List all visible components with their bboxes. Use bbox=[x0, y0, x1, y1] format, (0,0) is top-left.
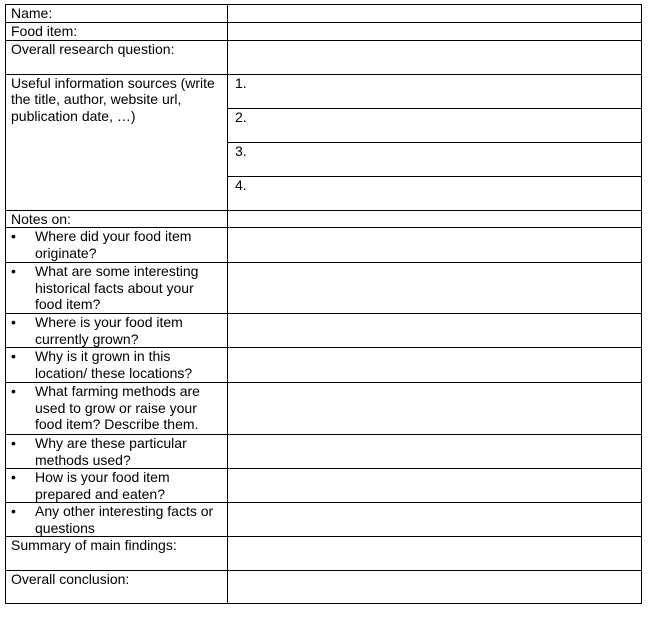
answer-field[interactable] bbox=[228, 503, 642, 537]
notes-header-field[interactable] bbox=[228, 210, 642, 228]
question-row bbox=[6, 348, 642, 383]
question-label: How is your food item prepared and eaten? bbox=[35, 469, 170, 502]
notes-label: Notes on: bbox=[6, 210, 228, 228]
name-field[interactable] bbox=[228, 5, 642, 23]
food-item-label: Food item: bbox=[6, 22, 228, 40]
research-worksheet bbox=[5, 4, 642, 604]
answer-field[interactable] bbox=[228, 435, 642, 469]
question-row bbox=[6, 503, 642, 537]
research-question-field[interactable] bbox=[228, 40, 642, 74]
bullet-icon: • bbox=[11, 469, 16, 485]
answer-field[interactable] bbox=[228, 348, 642, 383]
question-label: Why is it grown in this location/ these locations? bbox=[35, 348, 193, 381]
source-field-2[interactable]: 2. bbox=[228, 108, 642, 142]
question-row bbox=[6, 469, 642, 503]
summary-field[interactable] bbox=[228, 537, 642, 571]
answer-field[interactable] bbox=[228, 228, 642, 263]
summary-label: Summary of main findings: bbox=[6, 537, 228, 571]
source-field-1[interactable]: 1. bbox=[228, 74, 642, 108]
bullet-icon: • bbox=[11, 435, 16, 451]
question-label: Any other interesting facts or questions bbox=[35, 503, 214, 536]
sources-label: Useful information sources (write the title, author, website url, publication date, …) bbox=[6, 74, 228, 210]
question-label: What are some interesting historical facts about your food item? bbox=[35, 263, 199, 312]
name-label: Name: bbox=[6, 5, 228, 23]
question-label: Where is your food item currently grown? bbox=[35, 314, 183, 347]
answer-field[interactable] bbox=[228, 263, 642, 314]
source-field-3[interactable]: 3. bbox=[228, 142, 642, 176]
research-question-label: Overall research question: bbox=[6, 40, 228, 74]
question-row bbox=[6, 263, 642, 314]
question-label: Why are these particular methods used? bbox=[35, 435, 187, 468]
row-food-item bbox=[6, 22, 642, 40]
question-row bbox=[6, 383, 642, 435]
row-research-question bbox=[6, 40, 642, 74]
conclusion-field[interactable] bbox=[228, 571, 642, 604]
answer-field[interactable] bbox=[228, 383, 642, 435]
conclusion-label: Overall conclusion: bbox=[6, 571, 228, 604]
row-name bbox=[6, 5, 642, 23]
question-row bbox=[6, 435, 642, 469]
bullet-icon: • bbox=[11, 228, 16, 244]
question-row bbox=[6, 314, 642, 348]
source-field-4[interactable]: 4. bbox=[228, 176, 642, 210]
answer-field[interactable] bbox=[228, 314, 642, 348]
bullet-icon: • bbox=[11, 348, 16, 364]
question-label: Where did your food item originate? bbox=[35, 228, 192, 261]
bullet-icon: • bbox=[11, 314, 16, 330]
question-row bbox=[6, 228, 642, 263]
row-source-1 bbox=[6, 74, 642, 108]
row-conclusion bbox=[6, 571, 642, 604]
row-summary bbox=[6, 537, 642, 571]
food-item-field[interactable] bbox=[228, 22, 642, 40]
row-notes-header bbox=[6, 210, 642, 228]
question-label: What farming methods are used to grow or raise your food item? Describe them. bbox=[35, 383, 200, 432]
worksheet-table bbox=[5, 4, 642, 604]
bullet-icon: • bbox=[11, 263, 16, 279]
answer-field[interactable] bbox=[228, 469, 642, 503]
bullet-icon: • bbox=[11, 503, 16, 519]
bullet-icon: • bbox=[11, 383, 16, 399]
